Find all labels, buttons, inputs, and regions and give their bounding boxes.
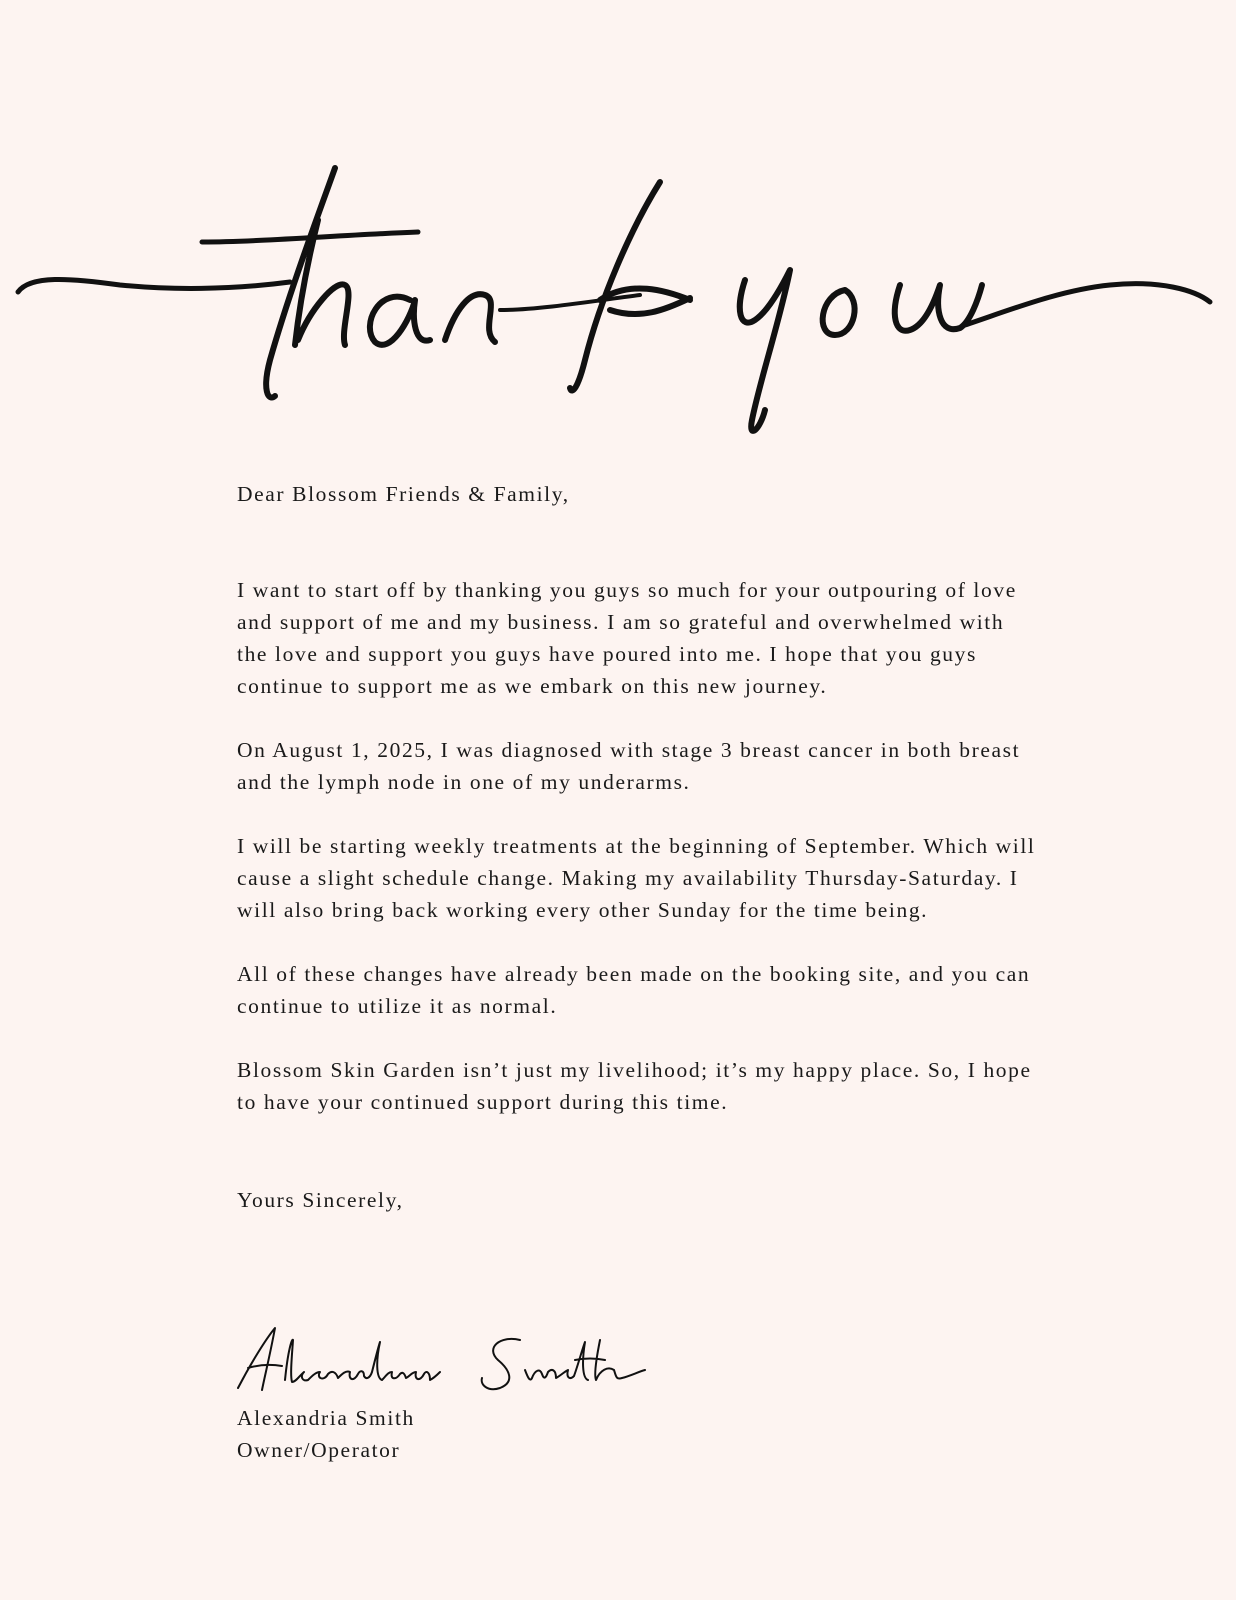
paragraph-schedule: I will be starting weekly treatments at the beginning of September. Which will cause a slight schedule change. Making my availability Thursday-Saturday. I will also bring back working every other Sunday for the time being. xyxy=(237,834,1036,922)
paragraph-support: Blossom Skin Garden isn’t just my livelihood; it’s my happy place. So, I hope to have your continued support during this time. xyxy=(237,1058,1032,1114)
signer-block xyxy=(237,1402,415,1466)
paragraph-diagnosis: On August 1, 2025, I was diagnosed with stage 3 breast cancer in both breast and the lymph node in one of my underarms. xyxy=(237,738,1021,794)
signature-graphic xyxy=(230,1320,650,1410)
thank-you-script-heading xyxy=(0,150,1236,460)
closing: Yours Sincerely, xyxy=(237,1188,404,1212)
handwritten-signature xyxy=(230,1320,650,1410)
paragraph-gratitude: I want to start off by thanking you guys so much for your outpouring of love and support of me and my business. I am so grateful and overwhelmed with the love and support you guys have poured into me. I hope that you guys continue to support me as we embark on this new journey. xyxy=(237,578,1017,698)
letter-paragraphs xyxy=(237,574,1037,1118)
signer-name: Alexandria Smith xyxy=(237,1406,415,1430)
salutation: Dear Blossom Friends & Family, xyxy=(237,482,570,506)
thank-you-script-graphic xyxy=(0,150,1236,460)
signer-title: Owner/Operator xyxy=(237,1438,401,1462)
paragraph-booking: All of these changes have already been made on the booking site, and you can continue to utilize it as normal. xyxy=(237,962,1031,1018)
letter-body xyxy=(237,478,1037,1238)
